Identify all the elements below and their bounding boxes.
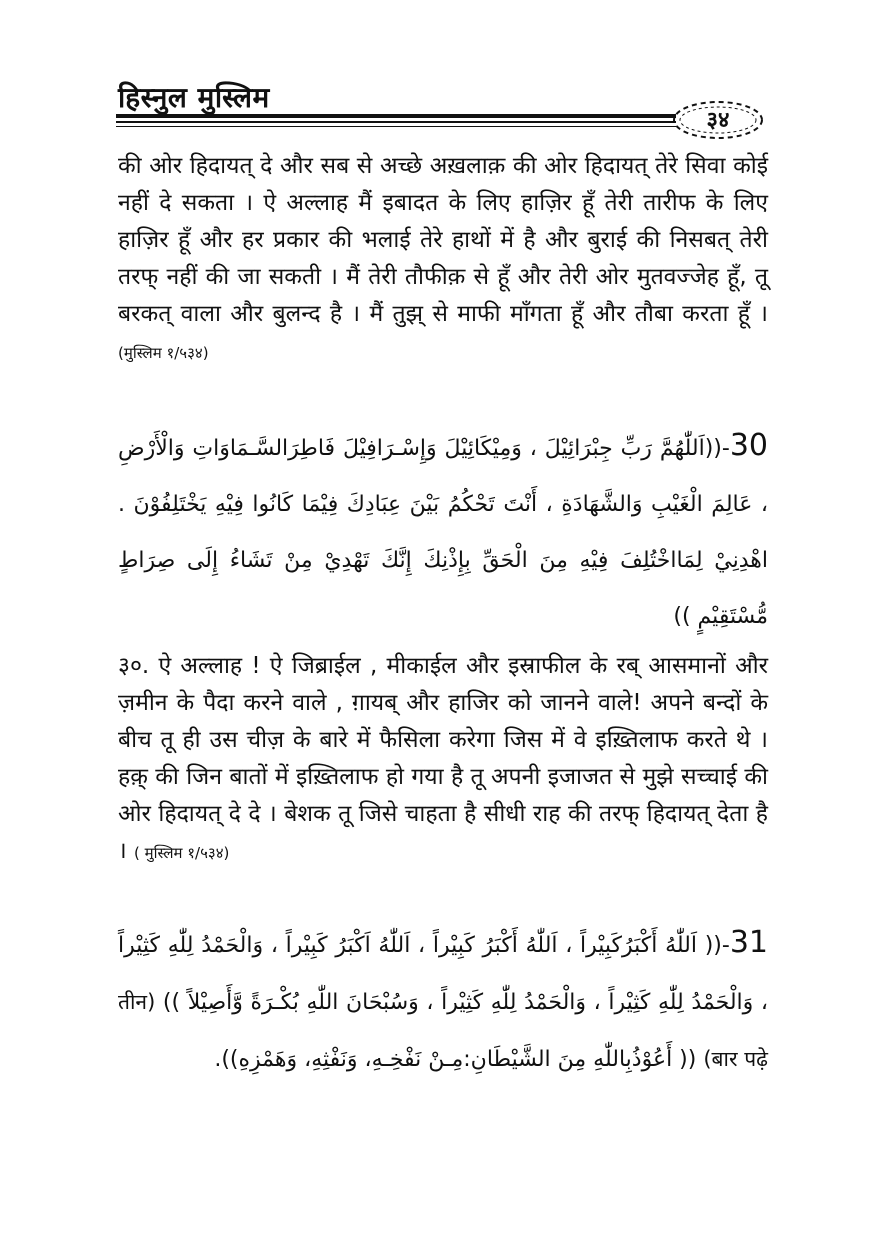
arabic-text: (( أَعُوْذُبِاللّٰهِ مِنَ الشَّيْطَانِ:مِـنْ نَفْخِـهِ، وَنَفْثِهِ، وَهَمْزِهِ)). (214, 1047, 697, 1072)
arabic-text: -(( اَللّٰهُ أَكْبَرُكَبِيْراً ، اَللّٰهُ أَكْبَرُ كَبِيْراً ، اَللّٰهُ اَكْبَرُ كَبِيْراً ، وَالْحَمْدُ لِلّٰهِ كَثِيْراً ، وَالْحَمْدُ لِلّٰهِ كَثِيْراً ، وَالْحَمْدُ لِلّٰهِ كَثِيْراً ، وَسُبْحَانَ اللّٰهِ بُكْـرَةً وَّأَصِيْلاً )) (118, 933, 768, 1015)
paragraph-text: की ओर हिदायत् दे और सब से अच्छे अख़लाक़ की ओर हिदायत् तेरे सिवा कोई नहीं दे सकता । ऐ अल्लाह मैं इबादत के लिए हाज़िर हूँ तेरी तारीफ के लिए हाज़िर हूँ और हर प्रकार की भलाई तेरे हाथों में है और बुराई की निसबत् तेरी तरफ् नहीं की जा सकती । मैं तेरी तौफीक़ से हूँ और तेरी ओर मुतवज्जेह हूँ, तू बरकत् वाला और बुलन्द है । मैं तुझ् से माफी माँगता हूँ और तौबा करता हूँ । (118, 153, 768, 327)
paragraph-text: ३०. ऐ अल्लाह ! ऐ जिब्राईल , मीकाईल और इस्राफील के रब् आसमानों और ज़मीन के पैदा करने वाले , ग़ायब् और हाजिर को जानने वाले! अपने बन्दों के बीच तू ही उस चीज़ के बारे में फैसिला करेगा जिस में वे इख़्तिलाफ करते थे । हक़् की जिन बातों में इख़्तिलाफ हो गया है तू अपनी इजाजत से मुझे सच्चाई की ओर हिदायत् दे दे । बेशक तू जिसे चाहता है सीधी राह की तरफ् हिदायत् देता है । (118, 653, 768, 864)
arabic-dua (118, 915, 768, 1088)
translation-paragraph (118, 148, 768, 372)
recitation-instruction: (तीन बार पढ़े) (118, 990, 768, 1071)
header-rule (116, 126, 676, 127)
arabic-dua (118, 418, 768, 645)
dua-number: 30 (729, 428, 768, 463)
header-rule (116, 121, 676, 123)
page-number-badge (670, 98, 766, 142)
page-number: ३४ (706, 108, 730, 133)
hadith-reference: ( मुस्लिम १/५३४) (134, 844, 230, 862)
book-title: हिस्नुल मुस्लिम (118, 81, 270, 114)
hadith-reference: (मुस्लिम १/५३४) (118, 344, 209, 362)
header-rule (116, 114, 676, 118)
dua-number: 31 (729, 925, 768, 960)
arabic-text: -((اَللّٰهُمَّ رَبِّ جِبْرَائِيْلَ ، وَمِيْكَائِيْلَ وَإِسْـرَافِيْلَ فَاطِرَالسَّـمَاوَاتِ وَالْأَرْضِ ، عَالِمَ الْغَيْبِ وَالشَّهَادَةِ ، أَنْتَ تَحْكُمُ بَيْنَ عِبَادِكَ فِيْمَا كَانُوا فِيْهِ يَخْتَلِفُوْنَ . اهْدِنِيْ لِمَااخْتُلِفَ فِيْهِ مِنَ الْحَقِّ بِإِذْنِكَ إِنَّكَ تَهْدِيْ مِنْ تَشَاءُ إِلَى صِرَاطٍ مُّسْتَقِيْمٍ )) (118, 436, 768, 629)
translation-paragraph (118, 648, 768, 872)
